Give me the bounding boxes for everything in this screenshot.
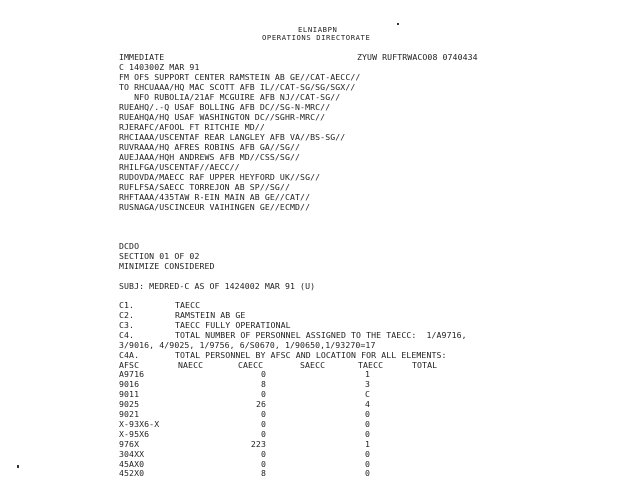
item-number: C1. [119, 300, 135, 310]
address-line: RUFLFSA/SAECC TORREJON AB SP//SG// [119, 182, 290, 192]
item-text: RAMSTEIN AB GE [175, 310, 246, 320]
address-line: RUSNAGA/USCINCEUR VAIHINGEN GE//ECMD// [119, 202, 311, 212]
afsc-cell: 452X0 [119, 468, 145, 478]
caecc-cell: 0 [260, 459, 266, 469]
column-header: CAECC [238, 360, 264, 370]
taecc-cell: 0 [365, 419, 371, 429]
routing-line: ZYUW RUFTRWACO08 0740434 [357, 52, 478, 62]
taecc-cell: 0 [365, 449, 371, 459]
taecc-cell: 3 [365, 379, 371, 389]
item-continuation: 3/9016, 4/9025, 1/9756, 6/S0670, 1/90650,1/93270=17 [119, 340, 376, 350]
afsc-cell: 9025 [119, 399, 140, 409]
minimize-line: MINIMIZE CONSIDERED [119, 261, 215, 271]
address-line: RHILFGA/USCENTAF//AECC// [119, 162, 240, 172]
scan-speck [397, 23, 399, 25]
taecc-cell: C [365, 389, 371, 399]
afsc-cell: A9716 [119, 369, 145, 379]
caecc-cell: 0 [260, 449, 266, 459]
afsc-cell: X-95X6 [119, 429, 150, 439]
item-number: C4A. [119, 350, 140, 360]
section-line: SECTION 01 OF 02 [119, 251, 200, 261]
scan-speck [17, 465, 19, 468]
address-line: AUEJAAA/HQH ANDREWS AFB MD//CSS/SG// [119, 152, 301, 162]
caecc-cell: 0 [260, 389, 266, 399]
caecc-cell: 26 [255, 399, 266, 409]
address-line: RUEAHQA/HQ USAF WASHINGTON DC//SGHR-MRC// [119, 112, 326, 122]
classification-header: ELNIABPN [298, 25, 338, 34]
subject-line: SUBJ: MEDRED-C AS OF 1424002 MAR 91 (U) [119, 281, 316, 291]
afsc-cell: X-93X6-X [119, 419, 160, 429]
address-line: RUDOVDA/MAECC RAF UPPER HEYFORD UK//SG// [119, 172, 321, 182]
class-marking: DCDO [119, 241, 140, 251]
afsc-cell: 9016 [119, 379, 140, 389]
caecc-cell: 0 [260, 409, 266, 419]
column-header: TOTAL [412, 360, 438, 370]
address-line: RUVRAAA/HQ AFRES ROBINS AFB GA//SG// [119, 142, 301, 152]
afsc-cell: 976X [119, 439, 140, 449]
address-line: FM OFS SUPPORT CENTER RAMSTEIN AB GE//CAT-AECC// [119, 72, 361, 82]
taecc-cell: 0 [365, 468, 371, 478]
item-number: C2. [119, 310, 135, 320]
address-line: RHCIAAA/USCENTAF REAR LANGLEY AFB VA//BS-SG// [119, 132, 346, 142]
afsc-cell: 304XX [119, 449, 145, 459]
item-text: TAECC [175, 300, 201, 310]
afsc-cell: 9021 [119, 409, 140, 419]
item-text: TOTAL NUMBER OF PERSONNEL ASSIGNED TO THE TAECC: 1/A9716, [175, 330, 467, 340]
column-header: SAECC [300, 360, 326, 370]
taecc-cell: 0 [365, 459, 371, 469]
taecc-cell: 1 [365, 439, 371, 449]
item-text: TAECC FULLY OPERATIONAL [175, 320, 291, 330]
address-line: NFO RUBOLIA/21AF MCGUIRE AFB NJ//CAT-SG// [119, 92, 341, 102]
caecc-cell: 8 [260, 379, 266, 389]
caecc-cell: 0 [260, 419, 266, 429]
taecc-cell: 0 [365, 429, 371, 439]
address-line: RJERAFC/AFOOL FT RITCHIE MD// [119, 122, 265, 132]
column-header: AFSC [119, 360, 140, 370]
item-number: C3. [119, 320, 135, 330]
column-header: TAECC [358, 360, 384, 370]
afsc-cell: 9011 [119, 389, 140, 399]
caecc-cell: 223 [250, 439, 266, 449]
directorate-header: OPERATIONS DIRECTORATE [262, 33, 371, 42]
caecc-cell: 0 [260, 369, 266, 379]
taecc-cell: 4 [365, 399, 371, 409]
caecc-cell: 8 [260, 468, 266, 478]
taecc-cell: 1 [365, 369, 371, 379]
precedence-line: IMMEDIATE [119, 52, 165, 62]
item-text: TOTAL PERSONNEL BY AFSC AND LOCATION FOR ALL ELEMENTS: [175, 350, 447, 360]
address-line: TO RHCUAAA/HQ MAC SCOTT AFB IL//CAT-SG/SG/SGX// [119, 82, 356, 92]
column-header: NAECC [178, 360, 204, 370]
item-number: C4. [119, 330, 135, 340]
taecc-cell: 0 [365, 409, 371, 419]
afsc-cell: 45AX0 [119, 459, 145, 469]
caecc-cell: 0 [260, 429, 266, 439]
address-line: RUEAHQ/.-Q USAF BOLLING AFB DC//SG-N-MRC// [119, 102, 331, 112]
address-line: RHFTAAA/435TAW R-EIN MAIN AB GE//CAT// [119, 192, 311, 202]
dtg-line: C 140300Z MAR 91 [119, 62, 200, 72]
